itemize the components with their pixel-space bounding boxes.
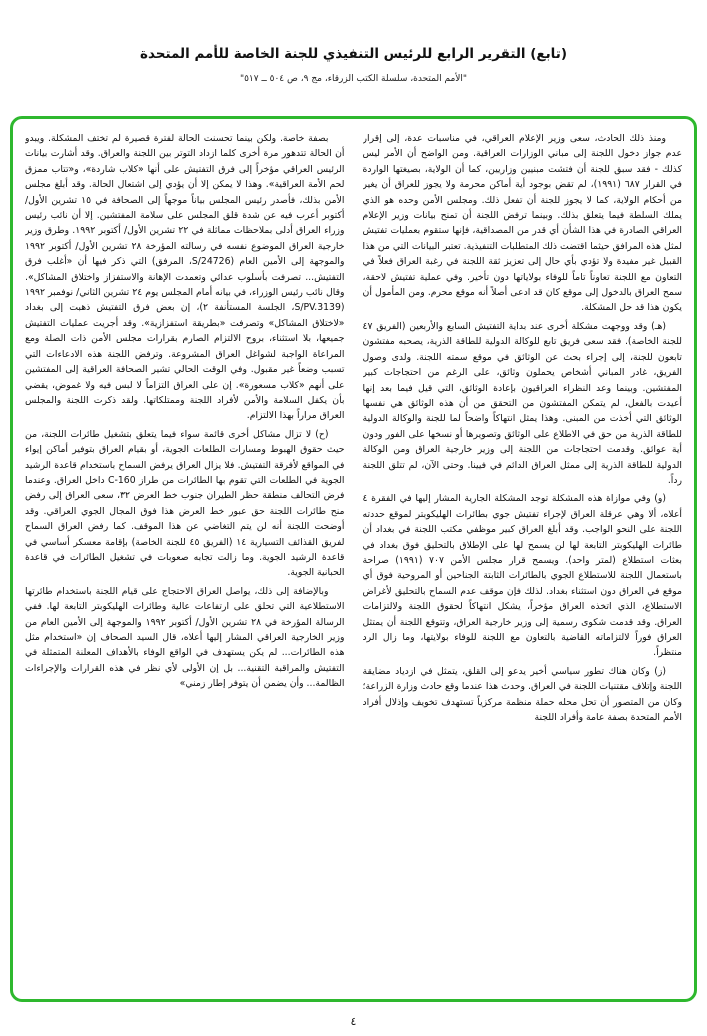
column-right (363, 131, 683, 989)
paragraph: ومنذ ذلك الحادث، سعى وزير الإعلام العراقي، في مناسبات عدة، إلى إقرار عدم جواز دخول اللجنة إلى مباني الوزارات العراقية. ومن الواضح أن الأمر ليس كذلك - فقد سبق للجنة أن فتشت مبنيين وزاريين، كما أن الولاية، بصيغتها الواردة في القرار ٦٨٧ (١٩٩١)، لم تقض بوجود أية أماكن محرمة ولا يجوز للعراق أن يغير من أحكام الولاية، كما لا يجوز للجنة أن تفعل ذلك. ومجلس الأمن وحده هو الذي يملك السلطة فيما يتعلق بذلك. وبينما ترفض اللجنة أن تمنح بيانات وزير الإعلام العراقي الصادرة في هذا الشأن أي قدر من المصداقية، فإنها ستقوم بعمليات تفتيش لمثل هذه المرافق حيثما اقتضت ذلك المتطلبات التنفيذية. تعتبر البيانات التي من هذا القبيل غير مفيدة ولا تؤدي بأي حال إلى تعزيز ثقة اللجنة في رغبة العراق فعلاً في التعاون مع اللجنة تعاوناً تاماً للوفاء بولاياتها دون تأخير. وفي عملية تفتيش لاحقة، سمح العراق بالدخول إلى موقع كان قد ادعى أصلاً أنه موقع محرم. ومن المأمول أن يكون هذا قد حل المشكلة. (362, 133, 682, 314)
document-subtitle: "الأمم المتحدة، سلسلة الكتب الزرقاء، مج ٩، ص ٥٠٤ ــ ٥١٧" (239, 74, 468, 84)
content-border-box (10, 116, 697, 1002)
paragraph: (ز) وكان هناك تطور سياسي أخير يدعو إلى القلق، يتمثل في ازدياد مضايقة اللجنة وإتلاف مقتنيات اللجنة في العراق. وحدث هذا عندما وقع حادث وزارة الزراعة؛ وكان من المتصور أن تحل محله حملة منظمة مركزياً تستهدف تخويف وإذلال أفراد الأمم المتحدة بصفة عامة وأفراد اللجنة (362, 665, 682, 724)
paragraph: (ح) لا تزال مشاكل أخرى قائمة سواء فيما يتعلق بتشغيل طائرات اللجنة، من حيث حقوق الهبوط ومسارات الطلعات الجوية، أو بقيام العراق بتوفير أماكن إيواء في المواقع لأفرقة التفتيش. فلا يزال العراق يرفض السماح باستخدام قاعدة الرشيد الجوية في الطلعات التي تقوم بها الطائرات من طراز C-160 داخل العراق. وعندما فرض التحالف منطقة حظر الطيران جنوب خط العرض ٣٢، سعى العراق إلى رفض منح طائرات اللجنة حق عبور خط العرض هذا فوق المجال الجوي العراقي. وقد أوضحت اللجنة أنه لن يتم التغاضي عن هذا الموقف. كما رفض العراق السماح لفريق القذائف التسيارية ١٤ (الفريق ٤٥ للجنة الخاصة) بإقامة معسكر أساسي في قاعدة الرشيد الجوية. وما زالت تجابه صعوبات في تشغيل الطائرات في قاعدة الحبانية الجوية. (25, 428, 345, 579)
paragraph: (هـ) وقد ووجهت مشكلة أخرى عند بداية التفتيش السابع والأربعين (الفريق ٤٧ للجنة الخاصة). فقد سعى فريق تابع للوكالة الدولية للطاقة الذرية، يصحبه مفتشون تابعون للجنة، إلى إجراء بحث عن الوثائق في موقع سمته اللجنة. ولدى وصول الفريق، غادر المباني أشخاص يحملون وثائق، على الرغم من احتجاجات كبير المفتشين. وبينما وعد النظراء العراقيون بإعادة الوثائق، التي قيل فيما بعد إنها أعيدت بالفعل، لم يتمكن المفتشون من التحقق من أن هذه الوثائق هي نفسها الوثائق التي أخذت من المبنى. وهذا يمثل انتهاكاً واضحاً لما للجنة والوكالة الدولية للطاقة الذرية من حق في الاطلاع على الوثائق وتصويرها أو نسخها على الفور ودون أية عوائق. وقدمت احتجاجات من اللجنة إلى وزير خارجية العراق ومن الوكالة الدولية للطاقة الذرية إلى ممثل العراق الدائم في فيينا. وحتى الآن، لم تتلق اللجنة رداً. (362, 320, 682, 486)
document-title: (تابع) التقرير الرابع للرئيس التنفيذي للجنة الخاصة للأمم المتحدة (139, 46, 567, 62)
page-number: ٤ (350, 1015, 357, 1028)
document-header (0, 0, 707, 84)
column-left (25, 131, 345, 989)
paragraph: وبالإضافة إلى ذلك، يواصل العراق الاحتجاج على قيام اللجنة باستخدام طائرتها الاستطلاعية التي تحلق على ارتفاعات عالية وطائرات الهليكوبتر التابعة لها. ففي الرسالة المؤرخة في ٢٨ تشرين الأول/ أكتوبر ١٩٩٢ والموجهة إلى الأمين العام من وزير الخارجية العراقي المشار إليها أعلاه، قال السيد الصحاف إن «استخدام مثل هذه الطائرات... لم يكن يستهدف في الواقع الوفاء بالأهداف المعلنة المتمثلة في التفتيش والمراقبة التقنية... بل إن الأولى لأي نظر في هذه القرارات والإجراءات الظالمة... وأن يضمن أن يتوفر إطار زمني» (25, 585, 345, 690)
two-column-text (25, 131, 682, 989)
paragraph: بصفة خاصة. ولكن بينما تحسنت الحالة لفترة قصيرة لم تختف المشكلة. ويبدو أن الحالة تتدهور مرة أخرى كلما ازداد التوتر بين اللجنة والعراق. وقد أشارت بيانات الرئيس العراقي مؤخراً إلى فرق التفتيش على أنها «كلاب شاردة»، و«تتاب ممزق لحم الأمة العراقية». وهذا لا يمكن إلا أن يؤدي إلى اشتعال الحالة. وقد أبلغ مجلس الأمن بذلك، فأصدر رئيس المجلس بياناً موجهاً إلى الصحافة في ١٥ تشرين الأول/ أكتوبر أعرب فيه عن شدة قلق المجلس على سلامة المفتشين. إلا أن نائب رئيس وزراء العراق أدلى بملاحظات مماثلة في ٢٢ تشرين الأول/ أكتوبر ١٩٩٢. وطرق وزير خارجية العراق الموضوع نفسه في رسالته المؤرخة ٢٨ تشرين الأول/ أكتوبر ١٩٩٢ والموجهة إلى الأمين العام (S/24726، المرفق) التي ذكر فيها أن «أغلب فرق التفتيش... تصرفت بأسلوب عدائي وتعمدت الإهانة والاستفزاز واختلاق المشاكل». وقال نائب رئيس الوزراء، في بيانه أمام المجلس يوم ٢٤ تشرين الثاني/ نوفمبر ١٩٩٢ (S/PV.3139، الجلسة المستأنفة ٢)، إن بعض فرق التفتيش ذهبت إلى بغداد «لاختلاق المشاكل» وتصرفت «بطريقة استفزازية». وقد أجريت عمليات التفتيش جميعها، بلا استثناء، بروح الالتزام الصارم بقرارات مجلس الأمن ذات الصلة ومع المراعاة الواجبة لشواغل العراق المشروعة. وترفض اللجنة هذه الادعاءات التي تسبب وضعاً غير مقبول. وفي الوقت الحالي تشير الصحافة العراقية إلى المفتشين على أنهم «كلاب مسعورة». إن على العراق التزاماً لا لبس فيه ولا غموض، يقضي بأن يكفل السلامة والأمن لأفراد اللجنة وممتلكاتها. ولقد ذكرت اللجنة والمجلس العراق مراراً بهذا الالتزام. (25, 133, 345, 422)
paragraph: (و) وفي موازاة هذه المشكلة توجد المشكلة الجارية المشار إليها في الفقرة ٤ أعلاه، ألا وهي عرقلة العراق لإجراء تفتيش جوي بطائرات الهليكوبتر لموقع حددته اللجنة على النحو الواجب. وقد أبلغ العراق كبير موظفي مكتب اللجنة في بغداد أن طائرات الهليكوبتر التابعة لها لن يسمح لها على الإطلاق بالتحليق فوق بغداد في بعثات استطلاع (لمتر واحد). ويسمح قرار مجلس الأمن ٧٠٧ (١٩٩١) صراحة باستعمال اللجنة للاستطلاع الجوي بالطائرات الثابتة الجناحين أو المروحية فوق أي موقع في العراق دون استثناء بغداد. لذلك فإن موقف عدم السماح بالتحليق لأغراض الاستطلاع، الذي اتخذه العراق مؤخراً، يشكل انتهاكاً لحقوق اللجنة ولالتزامات العراق. وقد قدمت شكوى رسمية إلى وزير خارجية العراق، وتتوقع اللجنة أن يمتثل العراق فوراً لالتزاماته القاضية بالتعاون مع اللجنة للوفاء بولايتها، وما زال الرد منتظراً. (362, 493, 682, 659)
